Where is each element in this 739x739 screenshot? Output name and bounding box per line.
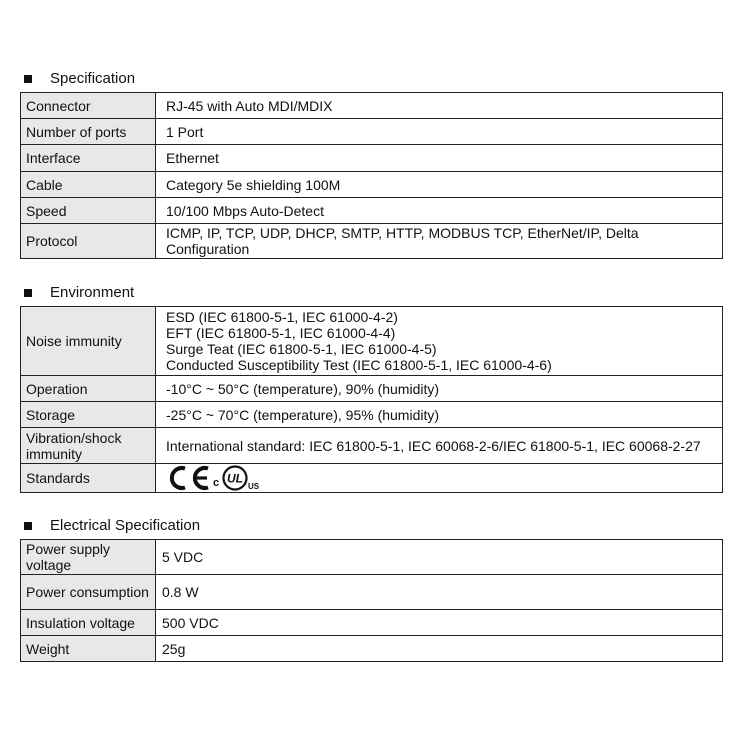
ul-text: UL	[227, 471, 243, 486]
table-row	[21, 636, 723, 662]
table-row	[21, 198, 723, 224]
table-row	[21, 307, 723, 376]
row-label: Interface	[21, 145, 156, 172]
square-bullet-icon	[24, 522, 32, 530]
row-value: 25g	[156, 636, 723, 662]
row-label: Power supply voltage	[21, 540, 156, 575]
cul-us-mark-icon	[212, 464, 268, 492]
row-label: Number of ports	[21, 119, 156, 145]
row-value: RJ-45 with Auto MDI/MDIX	[156, 93, 723, 119]
square-bullet-icon	[24, 75, 32, 83]
row-value: -25°C ~ 70°C (temperature), 95% (humidity)	[156, 402, 723, 428]
row-value: Ethernet	[156, 145, 723, 172]
row-value: Category 5e shielding 100M	[156, 172, 723, 198]
row-label: Noise immunity	[21, 307, 156, 376]
noise-line: EFT (IEC 61800-5-1, IEC 61000-4-4)	[166, 325, 396, 341]
square-bullet-icon	[24, 289, 32, 297]
row-value: ICMP, IP, TCP, UDP, DHCP, SMTP, HTTP, MODBUS TCP, EtherNet/IP, Delta Configuration	[156, 224, 723, 259]
noise-line: ESD (IEC 61800-5-1, IEC 61000-4-2)	[166, 309, 398, 325]
electrical-table	[20, 539, 723, 662]
us-text: US	[248, 482, 260, 491]
row-label: Power consumption	[21, 575, 156, 610]
row-value: 1 Port	[156, 119, 723, 145]
row-label: Operation	[21, 376, 156, 402]
row-label: Speed	[21, 198, 156, 224]
row-value: 0.8 W	[156, 575, 723, 610]
environment-table	[20, 306, 723, 493]
row-label: Weight	[21, 636, 156, 662]
table-row	[21, 93, 723, 119]
cul-c-letter: c	[213, 477, 220, 489]
section-title-environment	[24, 284, 134, 302]
table-row	[21, 376, 723, 402]
table-row	[21, 575, 723, 610]
row-label: Insulation voltage	[21, 610, 156, 636]
row-value-marks	[156, 464, 723, 493]
section-title-text: Specification	[50, 70, 136, 87]
specification-table	[20, 92, 723, 259]
row-label: Cable	[21, 172, 156, 198]
row-value: 500 VDC	[156, 610, 723, 636]
noise-line: Conducted Susceptibility Test (IEC 61800-5-1, IEC 61000-4-6)	[166, 357, 552, 373]
section-title-text: Environment	[50, 284, 135, 301]
row-label: Vibration/shock immunity	[21, 428, 156, 464]
table-row	[21, 172, 723, 198]
row-value: -10°C ~ 50°C (temperature), 90% (humidity)	[156, 376, 723, 402]
certification-marks	[166, 464, 717, 492]
row-value-lines	[156, 307, 723, 376]
table-row	[21, 224, 723, 259]
section-title-electrical	[24, 517, 200, 535]
row-label: Storage	[21, 402, 156, 428]
section-title-text: Electrical Specification	[50, 517, 201, 534]
table-row	[21, 610, 723, 636]
noise-line: Surge Teat (IEC 61800-5-1, IEC 61000-4-5)	[166, 341, 437, 357]
table-row	[21, 402, 723, 428]
row-value: 10/100 Mbps Auto-Detect	[156, 198, 723, 224]
row-label: Connector	[21, 93, 156, 119]
row-label: Protocol	[21, 224, 156, 259]
table-row	[21, 119, 723, 145]
row-label: Standards	[21, 464, 156, 493]
row-value: International standard: IEC 61800-5-1, IEC 60068-2-6/IEC 61800-5-1, IEC 60068-2-27	[156, 428, 723, 464]
row-value: 5 VDC	[156, 540, 723, 575]
table-row	[21, 428, 723, 464]
section-title-specification	[24, 70, 135, 88]
table-row	[21, 464, 723, 493]
ce-mark-icon	[166, 465, 212, 491]
table-row	[21, 540, 723, 575]
table-row	[21, 145, 723, 172]
